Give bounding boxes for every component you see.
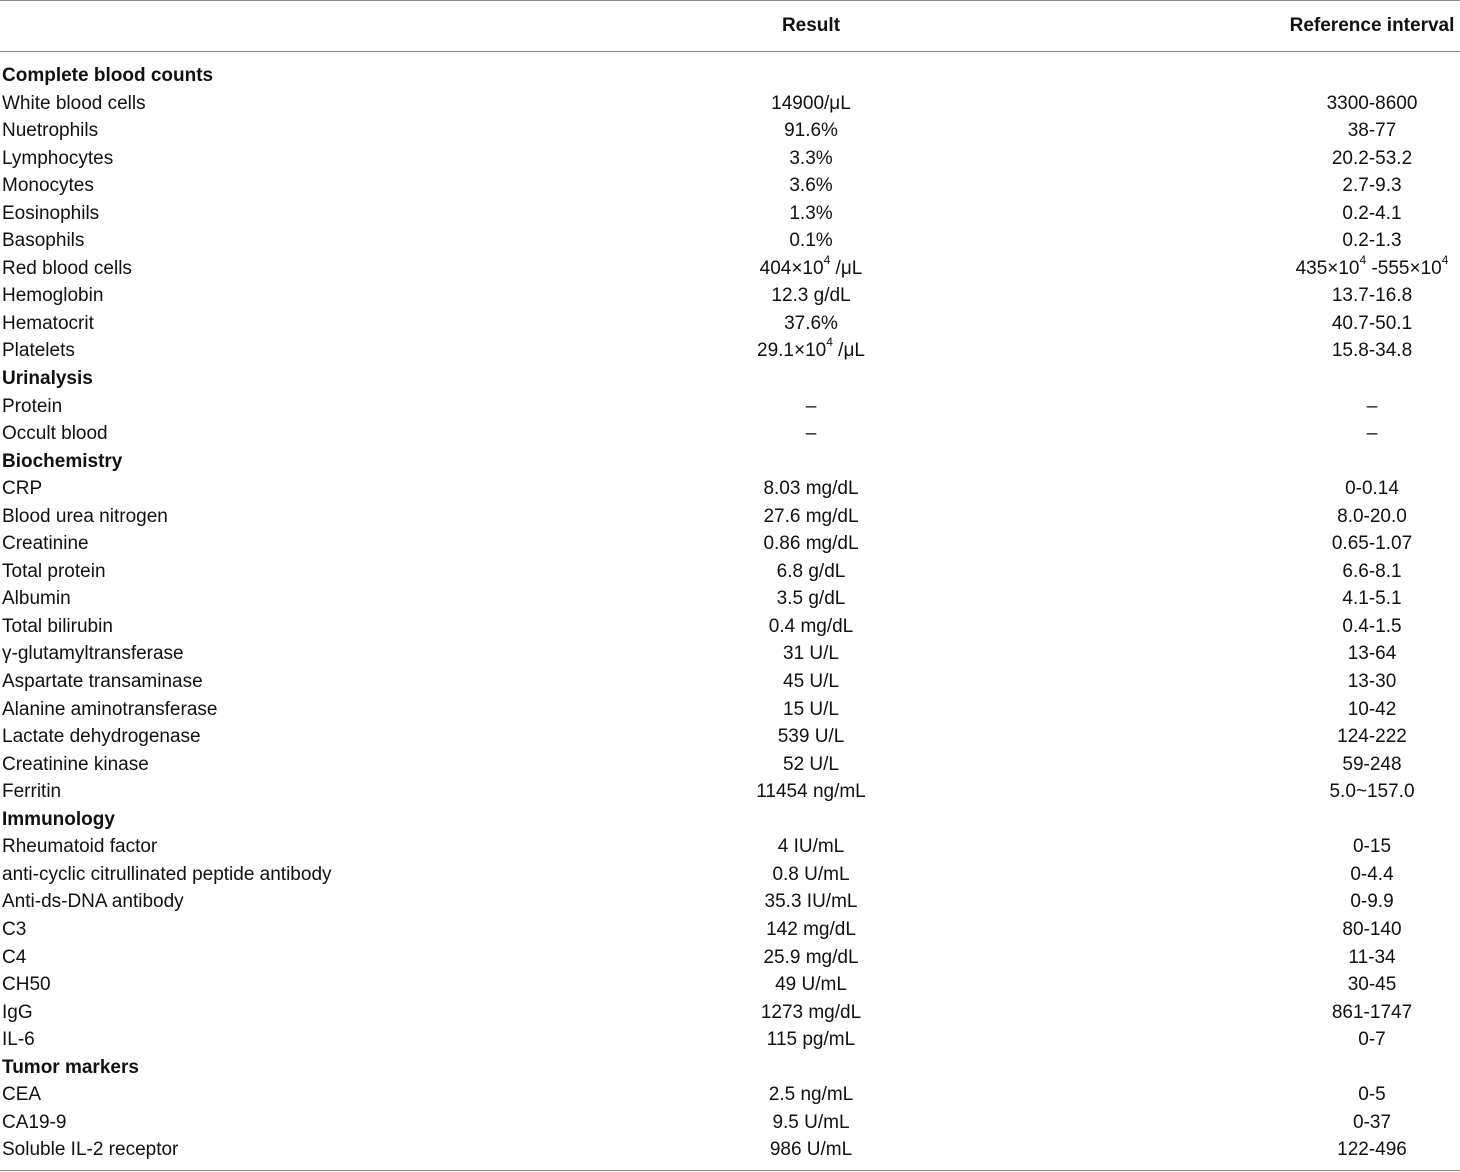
table-row <box>0 696 1460 724</box>
test-result: 115 pg/mL <box>766 1029 856 1051</box>
table-row <box>0 1026 1460 1054</box>
table-row <box>0 145 1460 173</box>
reference-interval: 0-37 <box>1352 1111 1392 1133</box>
table-row <box>0 475 1460 503</box>
reference-interval: 0-0.14 <box>1345 478 1399 500</box>
reference-interval: 5.0~157.0 <box>1329 781 1415 803</box>
table-row <box>0 337 1460 365</box>
test-name: Monocytes <box>2 175 94 197</box>
test-name: Platelets <box>2 340 75 362</box>
table-row <box>0 861 1460 889</box>
table-row <box>0 200 1460 228</box>
test-name: Alanine aminotransferase <box>2 698 218 720</box>
test-name: Protein <box>2 395 63 417</box>
test-result: 0.4 mg/dL <box>768 615 854 637</box>
test-result: 14900/μL <box>771 92 851 114</box>
test-result: 0.8 U/mL <box>772 863 850 885</box>
section-heading-row <box>0 1054 1460 1082</box>
test-name: Occult blood <box>2 423 108 445</box>
table-row <box>0 916 1460 944</box>
test-result: 3.3% <box>789 147 833 169</box>
reference-interval: 0-7 <box>1358 1029 1386 1051</box>
table-row <box>0 252 1460 283</box>
test-result: 12.3 g/dL <box>771 285 851 307</box>
test-result: 986 U/mL <box>769 1139 853 1161</box>
test-name: Lactate dehydrogenase <box>2 726 201 748</box>
reference-interval: 13-30 <box>1347 671 1397 693</box>
test-result: 25.9 mg/dL <box>763 946 859 968</box>
table-row <box>0 1081 1460 1109</box>
table-bottom-rule <box>0 1170 1460 1171</box>
test-result: – <box>805 423 817 445</box>
table-row <box>0 723 1460 751</box>
section-title: Immunology <box>2 808 115 830</box>
table-row <box>0 613 1460 641</box>
table-row <box>0 585 1460 613</box>
reference-interval: 8.0-20.0 <box>1337 505 1407 527</box>
table-row <box>0 888 1460 916</box>
reference-interval: 0.65-1.07 <box>1331 533 1413 555</box>
test-name: IL-6 <box>2 1029 35 1051</box>
test-result: 91.6% <box>784 120 838 142</box>
column-header-reference-interval: Reference interval <box>1289 15 1455 36</box>
test-name: CH50 <box>2 974 51 996</box>
table-row <box>0 420 1460 448</box>
section-heading-row <box>0 62 1460 90</box>
section-title: Complete blood counts <box>2 65 214 86</box>
table-row <box>0 393 1460 421</box>
test-name: Anti-ds-DNA antibody <box>2 891 184 913</box>
test-result: 49 U/mL <box>775 974 847 996</box>
table-row <box>0 90 1460 118</box>
reference-interval: $435\times 10^4$ $-555\times 10^4$ <box>1295 252 1449 279</box>
reference-interval: 11-34 <box>1348 946 1396 968</box>
table-row <box>0 172 1460 200</box>
test-result: 1.3% <box>789 202 833 224</box>
test-name: Nuetrophils <box>2 120 99 142</box>
reference-interval: 80-140 <box>1342 918 1402 940</box>
test-result: 6.8 g/dL <box>776 560 846 582</box>
test-result: 35.3 IU/mL <box>764 891 858 913</box>
test-result: 539 U/L <box>777 726 845 748</box>
reference-interval: 0.2-4.1 <box>1342 202 1402 224</box>
table-row <box>0 668 1460 696</box>
test-result: 142 mg/dL <box>766 918 856 940</box>
test-name: Hemoglobin <box>2 285 104 307</box>
section-title: Urinalysis <box>2 368 93 390</box>
test-name: γ-glutamyltransferase <box>2 643 184 665</box>
test-name: White blood cells <box>2 92 146 114</box>
test-name: C3 <box>2 918 27 940</box>
test-result: 0.86 mg/dL <box>763 533 859 555</box>
reference-interval: 4.1-5.1 <box>1342 588 1402 610</box>
test-name: Hematocrit <box>2 312 94 334</box>
test-result: $29.1\times 10^4$ /μL <box>757 335 865 362</box>
reference-interval: 38-77 <box>1347 120 1397 142</box>
table-row <box>0 558 1460 586</box>
section-heading-row <box>0 806 1460 834</box>
test-result: 31 U/L <box>783 643 839 665</box>
reference-interval: 122-496 <box>1337 1139 1407 1161</box>
table-row <box>0 310 1460 338</box>
test-result: 1273 mg/dL <box>760 1001 862 1023</box>
test-name: Lymphocytes <box>2 147 114 169</box>
section-title: Biochemistry <box>2 450 123 472</box>
reference-interval: 0.4-1.5 <box>1342 615 1402 637</box>
test-result: 11454 ng/mL <box>756 781 866 803</box>
test-name: CA19-9 <box>2 1111 67 1133</box>
table-row <box>0 778 1460 806</box>
reference-interval: 20.2-53.2 <box>1331 147 1413 169</box>
test-result: – <box>805 395 817 417</box>
test-name: IgG <box>2 1001 33 1023</box>
reference-interval: 2.7-9.3 <box>1342 175 1402 197</box>
test-name: Rheumatoid factor <box>2 836 158 858</box>
table-row <box>0 1136 1460 1164</box>
reference-interval: 59-248 <box>1342 753 1402 775</box>
reference-interval: 3300-8600 <box>1326 92 1418 114</box>
test-name: CEA <box>2 1084 42 1106</box>
section-heading-row <box>0 365 1460 393</box>
table-row <box>0 971 1460 999</box>
test-name: Ferritin <box>2 781 62 803</box>
table-row <box>0 944 1460 972</box>
table-row <box>0 999 1460 1027</box>
test-name: Blood urea nitrogen <box>2 505 168 527</box>
test-result: 0.1% <box>789 230 833 252</box>
test-name: anti-cyclic citrullinated peptide antibody <box>2 863 332 885</box>
test-result: 3.5 g/dL <box>776 588 846 610</box>
section-title: Tumor markers <box>2 1056 139 1078</box>
test-name: CRP <box>2 478 43 500</box>
reference-interval: 861-1747 <box>1331 1001 1413 1023</box>
test-name: Total bilirubin <box>2 615 113 637</box>
table-row <box>0 530 1460 558</box>
reference-interval: 40.7-50.1 <box>1331 312 1413 334</box>
reference-interval: 0-15 <box>1352 836 1392 858</box>
reference-interval: 13.7-16.8 <box>1331 285 1413 307</box>
reference-interval: 0-4.4 <box>1350 863 1394 885</box>
table-row <box>0 751 1460 779</box>
table-body <box>0 62 1460 1164</box>
test-result: 2.5 ng/mL <box>768 1084 854 1106</box>
test-name: Albumin <box>2 588 71 610</box>
reference-interval: – <box>1366 423 1378 445</box>
test-name: Aspartate transaminase <box>2 671 203 693</box>
test-result: 15 U/L <box>783 698 839 720</box>
table-row <box>0 1109 1460 1137</box>
reference-interval: 0.2-1.3 <box>1342 230 1402 252</box>
test-name: Soluble IL-2 receptor <box>2 1139 179 1161</box>
test-name: Eosinophils <box>2 202 100 224</box>
reference-interval: 13-64 <box>1347 643 1397 665</box>
test-name: Total protein <box>2 560 106 582</box>
header-separator-rule <box>0 51 1460 52</box>
test-result: $404\times 10^4$ /μL <box>759 252 863 279</box>
reference-interval: 15.8-34.8 <box>1331 340 1413 362</box>
reference-interval: 124-222 <box>1337 726 1407 748</box>
reference-interval: 0-9.9 <box>1350 891 1394 913</box>
test-name: Basophils <box>2 230 85 252</box>
test-result: 3.6% <box>789 175 833 197</box>
table-row <box>0 833 1460 861</box>
test-result: 4 IU/mL <box>777 836 845 858</box>
test-result: 8.03 mg/dL <box>763 478 859 500</box>
table-row <box>0 503 1460 531</box>
reference-interval: 6.6-8.1 <box>1342 560 1402 582</box>
test-name: Red blood cells <box>2 257 132 279</box>
reference-interval: – <box>1366 395 1378 417</box>
test-name: Creatinine kinase <box>2 753 149 775</box>
section-heading-row <box>0 448 1460 476</box>
table-row <box>0 282 1460 310</box>
test-result: 27.6 mg/dL <box>763 505 859 527</box>
test-name: Creatinine <box>2 533 89 555</box>
table-row <box>0 117 1460 145</box>
test-result: 9.5 U/mL <box>772 1111 850 1133</box>
test-result: 52 U/L <box>783 753 839 775</box>
test-result: 37.6% <box>784 312 838 334</box>
reference-interval: 10-42 <box>1347 698 1397 720</box>
reference-interval: 30-45 <box>1347 974 1397 996</box>
reference-interval: 0-5 <box>1358 1084 1386 1106</box>
test-name: C4 <box>2 946 27 968</box>
table-row <box>0 640 1460 668</box>
test-result: 45 U/L <box>783 671 839 693</box>
table-row <box>0 227 1460 255</box>
column-header-result: Result <box>781 15 841 36</box>
